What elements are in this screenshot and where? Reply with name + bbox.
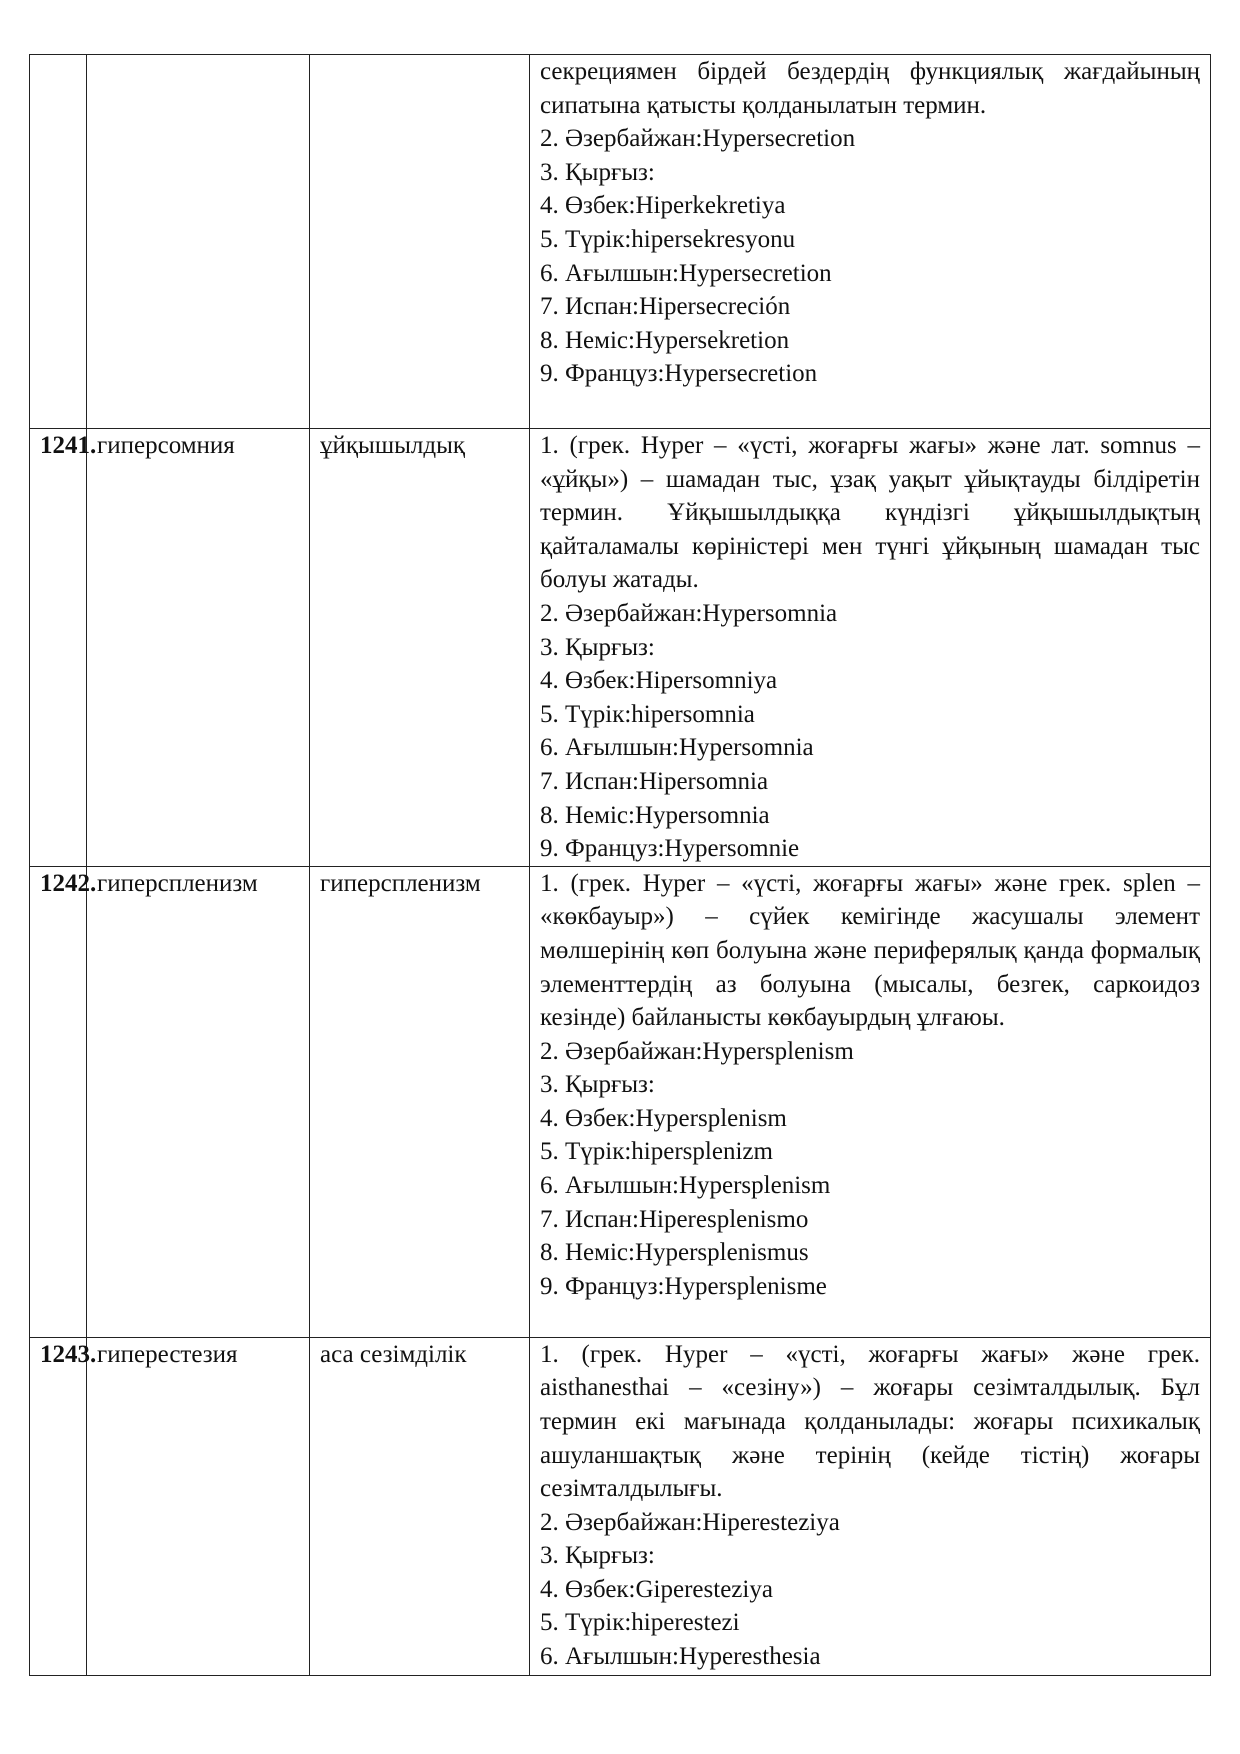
translation-list bbox=[540, 1506, 1200, 1674]
entry-term: гиперестезия bbox=[87, 1337, 310, 1675]
entry-kazakh-term bbox=[310, 55, 530, 429]
entry-definition-cell bbox=[530, 866, 1211, 1337]
translation-item: 6. Ағылшын:Hypersomnia bbox=[540, 734, 814, 762]
entry-definition: 1. (грек. Hyper – «үсті, жоғарғы жағы» және лат. somnus – «ұйқы») – шамадан тыс, ұзақ уақыт ұйықтауды білдіретін термин. Ұйқышылдыққа күндізгі ұйқышылдықтың қайталамалы көріністері мен түнгі ұйқының шамадан тыс болуы жатады. bbox=[540, 432, 1200, 594]
translation-item: 8. Неміс:Hypersplenismus bbox=[540, 1239, 809, 1267]
translation-item: 5. Түрік:hiperestezi bbox=[540, 1609, 740, 1637]
translation-item: 2. Әзербайжан:Hypersplenism bbox=[540, 1037, 854, 1065]
table-row bbox=[30, 429, 1211, 867]
translation-item: 7. Испан:Hiperesplenismo bbox=[540, 1205, 809, 1233]
entry-kazakh-term: ұйқышылдық bbox=[310, 429, 530, 867]
entry-number: 1241. bbox=[30, 429, 87, 867]
entry-kazakh-term: гиперспленизм bbox=[310, 866, 530, 1337]
translation-item: 4. Өзбек:Hypersplenism bbox=[540, 1104, 787, 1132]
table-row bbox=[30, 55, 1211, 429]
translation-item: 2. Әзербайжан:Hypersomnia bbox=[540, 599, 838, 627]
translation-item: 3. Қырғыз: bbox=[540, 158, 655, 186]
translation-item: 4. Өзбек:Hiperkekretiya bbox=[540, 192, 786, 220]
table-row bbox=[30, 1337, 1211, 1675]
entry-definition-cell bbox=[530, 55, 1211, 429]
entry-definition: 1. (грек. Hyper – «үсті, жоғарғы жағы» және грек. splen – «көкбауыр») – сүйек кемігінде жасушалы элемент мөлшерінің көп болуына және периферялық қанда формалық элементтердің аз болуына (мысалы, безгек, саркоидоз кезінде) байланысты көкбауырдың ұлғаюы. bbox=[540, 869, 1200, 1032]
translation-item: 8. Неміс:Hypersekretion bbox=[540, 326, 790, 354]
translation-item: 9. Француз:Hypersomnie bbox=[540, 835, 800, 863]
translation-list bbox=[540, 597, 1200, 866]
entry-definition-cell bbox=[530, 1337, 1211, 1675]
entry-definition-cell bbox=[530, 429, 1211, 867]
translation-item: 5. Түрік:hipersekresyonu bbox=[540, 225, 796, 253]
translation-item: 6. Ағылшын:Hypersplenism bbox=[540, 1172, 831, 1200]
translation-item: 4. Өзбек:Hipersomniya bbox=[540, 667, 778, 695]
translation-item: 4. Өзбек:Giperesteziya bbox=[540, 1575, 773, 1603]
entry-term: гиперспленизм bbox=[87, 866, 310, 1337]
entry-term: гиперсомния bbox=[87, 429, 310, 867]
translation-item: 6. Ағылшын:Hyperesthesia bbox=[540, 1643, 821, 1671]
translation-item: 2. Әзербайжан:Hiperesteziya bbox=[540, 1508, 840, 1536]
translation-list bbox=[540, 1035, 1200, 1304]
entry-number: 1243. bbox=[30, 1337, 87, 1675]
translation-item: 9. Француз:Hypersplenisme bbox=[540, 1272, 827, 1300]
translation-item: 9. Француз:Hypersecretion bbox=[540, 360, 818, 388]
entry-term bbox=[87, 55, 310, 429]
translation-item: 3. Қырғыз: bbox=[540, 1542, 655, 1570]
translation-item: 6. Ағылшын:Hypersecretion bbox=[540, 259, 832, 287]
entry-definition: 1. (грек. Hyper – «үсті, жоғарғы жағы» және грек. aisthanesthai – «сезіну») – жоғары сезімталдылық. Бұл термин екі мағынада қолданылады: жоғары психикалық ашуланшақтық және терінің (кейде тістің) жоғары сезімталдылығы. bbox=[540, 1340, 1200, 1503]
translation-item: 3. Қырғыз: bbox=[540, 1071, 655, 1099]
translation-item: 7. Испан:Hipersomnia bbox=[540, 767, 769, 795]
translation-item: 5. Түрік:hipersplenizm bbox=[540, 1138, 773, 1166]
translation-item: 3. Қырғыз: bbox=[540, 633, 655, 661]
entry-kazakh-term: аса сезімділік bbox=[310, 1337, 530, 1675]
translation-list bbox=[540, 122, 1200, 391]
translation-item: 2. Әзербайжан:Hypersecretion bbox=[540, 125, 856, 153]
entry-definition: секрециямен бірдей бездердің функциялық жағдайының сипатына қатысты қолданылатын термин. bbox=[540, 58, 1200, 119]
terms-table bbox=[29, 54, 1211, 1676]
translation-item: 5. Түрік:hipersomnia bbox=[540, 700, 755, 728]
entry-number: 1242. bbox=[30, 866, 87, 1337]
entry-number bbox=[30, 55, 87, 429]
table-row bbox=[30, 866, 1211, 1337]
translation-item: 8. Неміс:Hypersomnia bbox=[540, 801, 770, 829]
translation-item: 7. Испан:Hipersecreción bbox=[540, 293, 791, 321]
